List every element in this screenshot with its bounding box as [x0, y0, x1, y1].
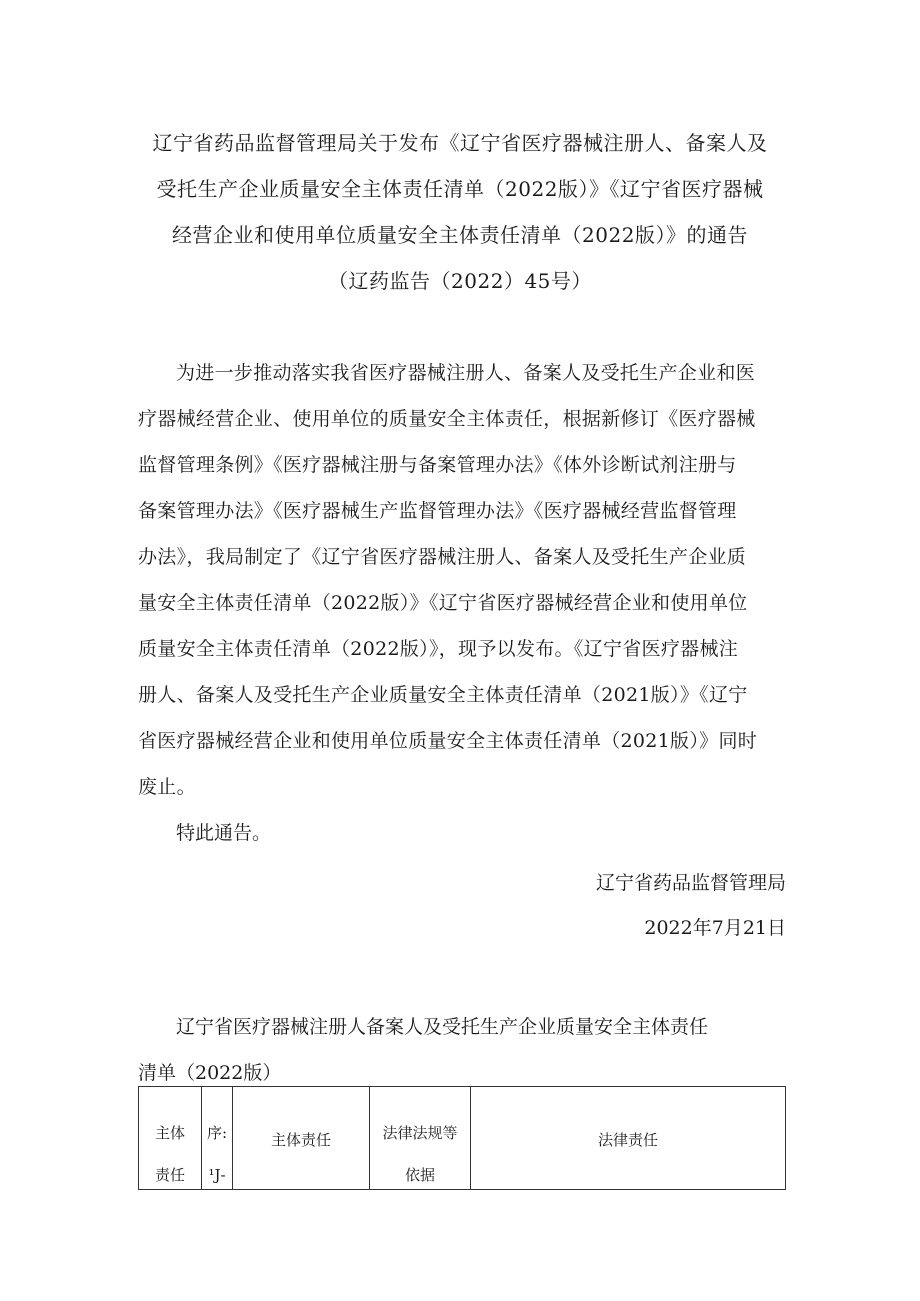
header-basis-top: 法律法规等	[382, 1124, 458, 1142]
header-liability-label: 法律责任	[597, 1131, 658, 1149]
notice-body	[138, 350, 786, 810]
body-line: 疗器械经营企业、使用单位的质量安全主体责任，根据新修订《医疗器械	[138, 408, 756, 430]
table-header-row	[139, 1087, 786, 1190]
signature-organization: 辽宁省药品监督管理局	[595, 872, 786, 894]
header-seq	[202, 1087, 233, 1190]
body-line: 量安全主体责任清单（2022版）》《辽宁省医疗器械经营企业和使用单位	[138, 592, 748, 614]
closing-text: 特此通告。	[176, 822, 272, 844]
header-liability	[471, 1087, 786, 1190]
list-title-line: 辽宁省医疗器械注册人备案人及受托生产企业质量安全主体责任	[176, 1016, 709, 1038]
list-title	[138, 1004, 786, 1096]
header-seq-top: 序:	[206, 1124, 228, 1142]
header-duty	[233, 1087, 370, 1190]
signature-date: 2022年7月21日	[644, 917, 786, 939]
body-line: 监督管理条例》《医疗器械注册与备案管理办法》《体外诊断试剂注册与	[138, 454, 737, 476]
header-basis-bottom: 依据	[404, 1166, 435, 1184]
header-duty-label: 主体责任	[270, 1131, 331, 1149]
title-line: 受托生产企业质量安全主体责任清单（2022版）》《辽宁省医疗器械	[156, 177, 764, 201]
body-line: 办法》，我局制定了《辽宁省医疗器械注册人、备案人及受托生产企业质	[138, 546, 747, 568]
title-line: 经营企业和使用单位质量安全主体责任清单（2022版）》的通告	[172, 223, 748, 247]
body-line: 册人、备案人及受托生产企业质量安全主体责任清单（2021版）》《辽宁	[138, 684, 748, 706]
body-line: 为进一步推动落实我省医疗器械注册人、备案人及受托生产企业和医	[176, 362, 756, 384]
notice-title	[100, 120, 820, 304]
header-seq-bottom: ¹J-	[208, 1166, 226, 1184]
body-line: 废止。	[138, 776, 196, 798]
header-subject	[139, 1087, 202, 1190]
body-line: 备案管理办法》《医疗器械生产监督管理办法》《医疗器械经营监督管理	[138, 500, 737, 522]
title-line: 辽宁省药品监督管理局关于发布《辽宁省医疗器械注册人、备案人及	[152, 131, 768, 155]
body-line: 质量安全主体责任清单（2022版）》，现予以发布。《辽宁省医疗器械注	[138, 638, 739, 660]
body-line: 省医疗器械经营企业和使用单位质量安全主体责任清单（2021版）》同时	[138, 730, 758, 752]
header-subject-bottom: 责任	[154, 1166, 185, 1184]
document-number: （辽药监告（2022）45号）	[328, 269, 592, 293]
list-title-line: 清单（2022版）	[138, 1062, 282, 1084]
header-basis	[370, 1087, 471, 1190]
responsibility-table	[138, 1086, 786, 1190]
header-subject-top: 主体	[154, 1124, 185, 1142]
